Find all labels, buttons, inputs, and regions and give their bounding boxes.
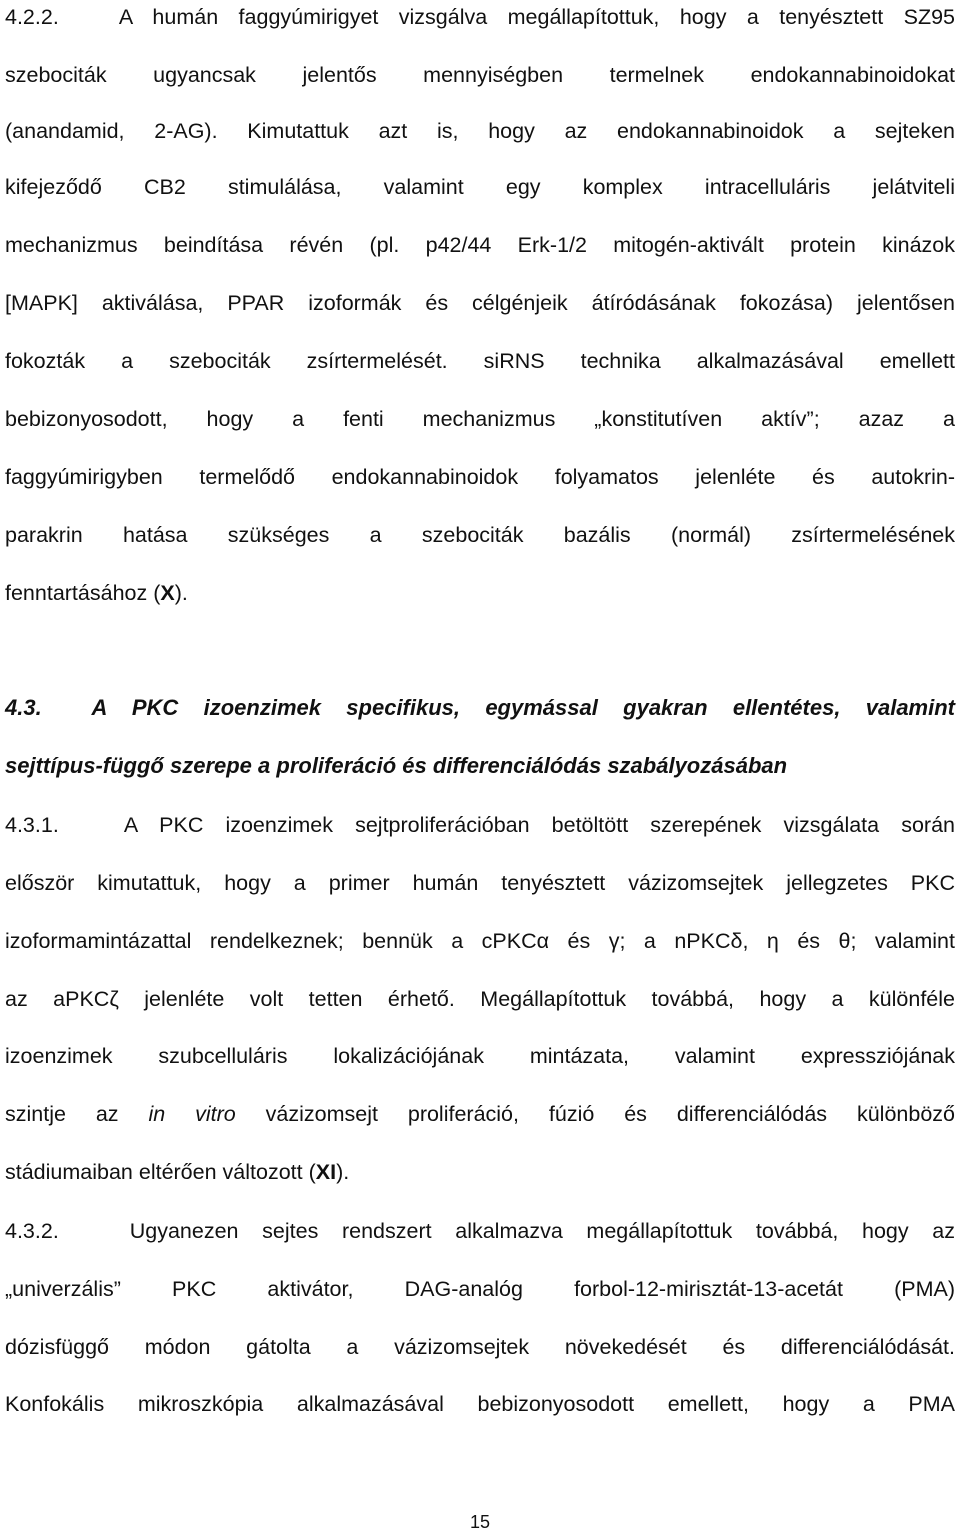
- text-span: ).: [336, 1160, 350, 1184]
- text-line: bebizonyosodott, hogy a fenti mechanizmus „konstitutíven aktív”; azaz a: [5, 407, 955, 431]
- text-line: faggyúmirigyben termelődő endokannabinoidok folyamatos jelenléte és autokrin-: [5, 465, 955, 489]
- text-span: szintje az: [5, 1102, 149, 1126]
- text-line: [5, 578, 955, 608]
- text-line: [5, 1157, 955, 1187]
- text-line: [5, 1099, 955, 1129]
- text-line: „univerzális” PKC aktivátor, DAG-analóg forbol-12-mirisztát-13-acetát (PMA): [5, 1277, 955, 1301]
- heading-line: 4.3. A PKC izoenzimek specifikus, egymással gyakran ellentétes, valamint: [5, 695, 955, 720]
- text-line: (anandamid, 2-AG). Kimutattuk azt is, hogy az endokannabinoidok a sejteken: [5, 119, 955, 143]
- page-number: 15: [469, 1512, 491, 1532]
- reference-number: X: [160, 581, 175, 605]
- text-line: az aPKCζ jelenléte volt tetten érhető. Megállapítottuk továbbá, hogy a különféle: [5, 987, 955, 1011]
- italic-term: in vitro: [148, 1102, 236, 1126]
- text-line: Konfokális mikroszkópia alkalmazásával bebizonyosodott emellett, hogy a PMA: [5, 1392, 955, 1416]
- text-line: először kimutattuk, hogy a primer humán tenyésztett vázizomsejtek jellegzetes PKC: [5, 871, 955, 895]
- text-line: 4.2.2. A humán faggyúmirigyet vizsgálva megállapítottuk, hogy a tenyésztett SZ95: [5, 5, 955, 29]
- text-line: izoformamintázattal rendelkeznek; bennük a cPKCα és γ; a nPKCδ, η és θ; valamint: [5, 929, 955, 953]
- text-line: dózisfüggő módon gátolta a vázizomsejtek növekedését és differenciálódását.: [5, 1335, 955, 1359]
- text-line: [MAPK] aktiválása, PPAR izoformák és célgénjeik átíródásának fokozása) jelentősen: [5, 291, 955, 315]
- text-span: ).: [174, 581, 188, 605]
- text-line: szebociták ugyancsak jelentős mennyiségben termelnek endokannabinoidokat: [5, 63, 955, 87]
- text-line: kifejeződő CB2 stimulálása, valamint egy komplex intracelluláris jelátviteli: [5, 175, 955, 199]
- text-span: stádiumaiban eltérően változott (: [5, 1160, 316, 1184]
- reference-number: XI: [315, 1160, 337, 1184]
- text-line: mechanizmus beindítása révén (pl. p42/44 Erk-1/2 mitogén-aktivált protein kinázok: [5, 233, 955, 257]
- text-line: fokozták a szebociták zsírtermelését. siRNS technika alkalmazásával emellett: [5, 349, 955, 373]
- text-line: 4.3.1. A PKC izoenzimek sejtproliferációban betöltött szerepének vizsgálata során: [5, 813, 955, 837]
- text-line: izoenzimek szubcelluláris lokalizációjának mintázata, valamint expressziójának: [5, 1044, 955, 1068]
- text-line: 4.3.2. Ugyanezen sejtes rendszert alkalmazva megállapítottuk továbbá, hogy az: [5, 1219, 955, 1243]
- text-line: parakrin hatása szükséges a szebociták bazális (normál) zsírtermelésének: [5, 523, 955, 547]
- text-span: fenntartásához (: [5, 581, 161, 605]
- heading-line: sejttípus-függő szerepe a proliferáció és differenciálódás szabályozásában: [5, 753, 788, 778]
- text-span: vázizomsejt proliferáció, fúzió és differenciálódás különböző: [235, 1102, 955, 1126]
